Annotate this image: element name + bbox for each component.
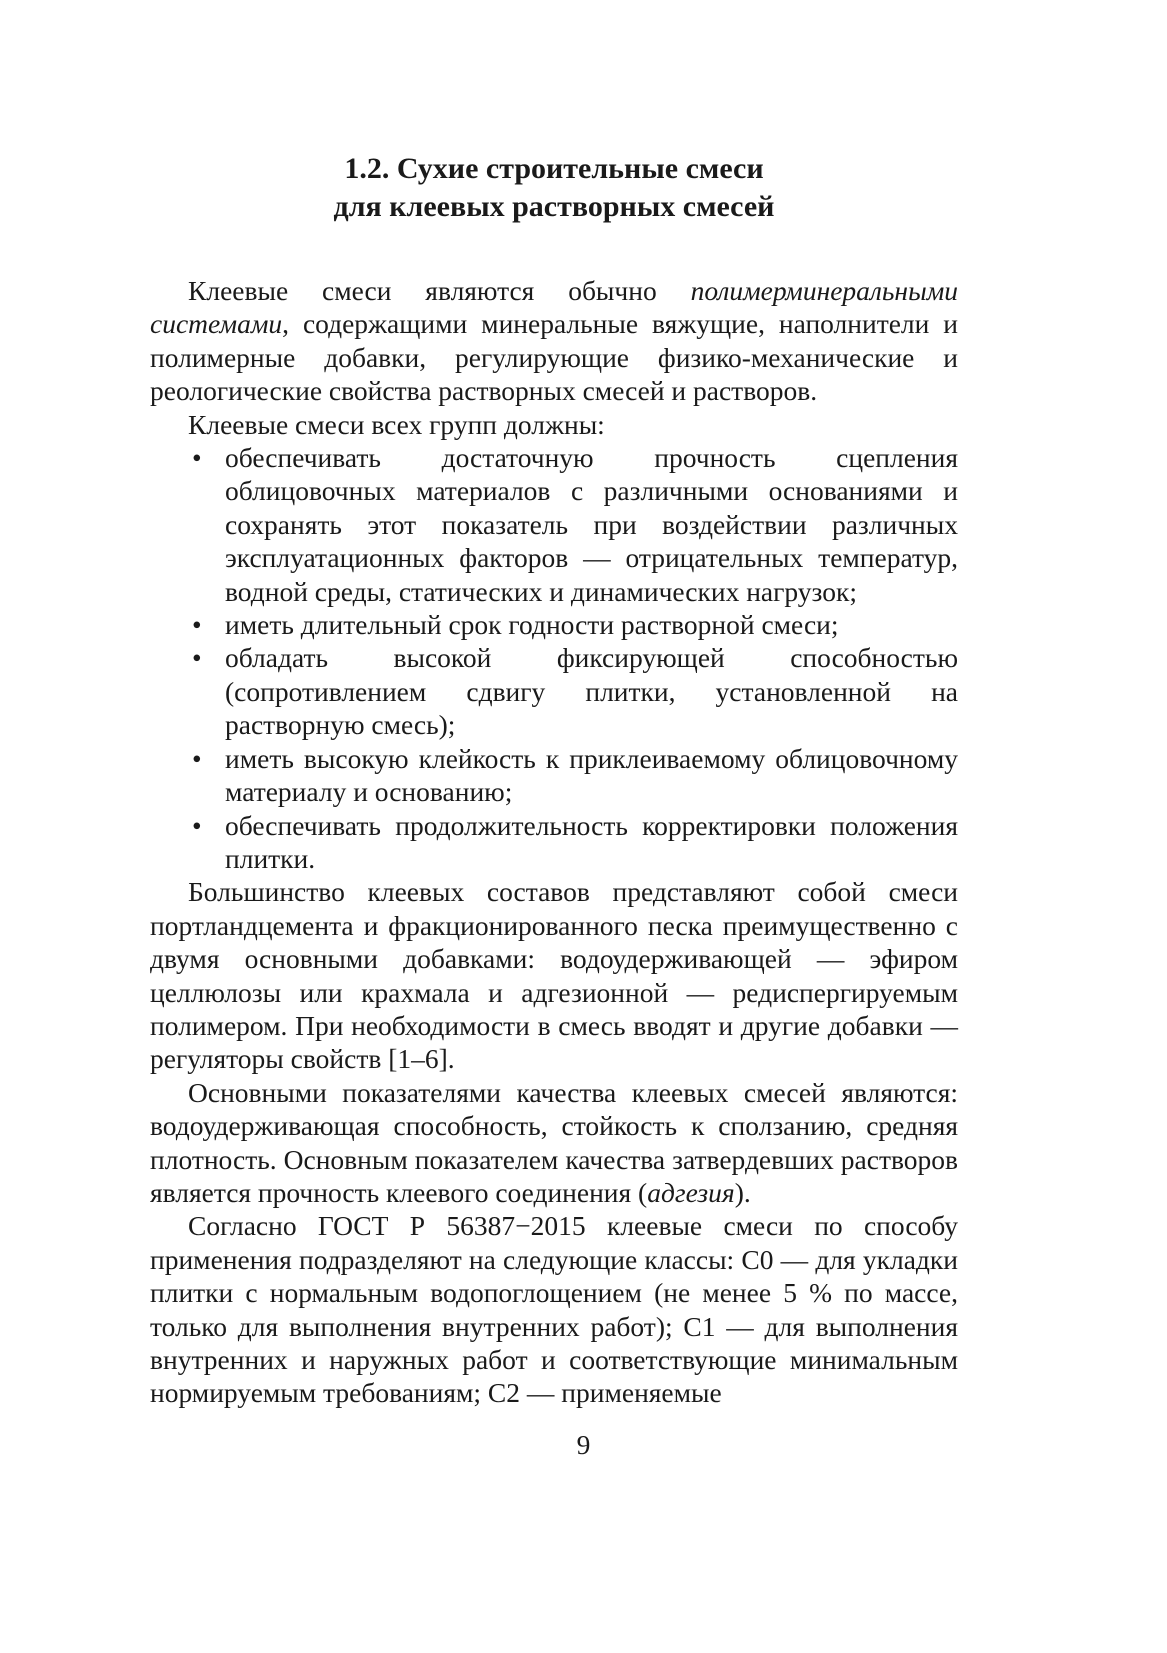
list-item	[150, 608, 958, 641]
list-item	[150, 441, 958, 608]
section-heading-line-2: для клеевых растворных смесей	[333, 190, 775, 223]
paragraph-requirements-lead: Клеевые смеси всех групп должны:	[188, 408, 605, 440]
section-heading-line-1: 1.2. Сухие строительные смеси	[344, 152, 764, 185]
paragraph-quality-text-end: ).	[734, 1176, 751, 1208]
page-body	[150, 150, 958, 1410]
bullet-icon: •	[192, 642, 202, 674]
list-item	[150, 809, 958, 876]
list-item-text: обеспечивать достаточную прочность сцепления облицовочных материалов с различными основаниями и сохранять этот показатель при воздействии различных эксплуатационных факторов — отрицательных температур, водной среды, статических и динамических нагрузок;	[225, 442, 958, 607]
list-item-text: иметь высокую клейкость к приклеиваемому облицовочному материалу и основанию;	[225, 742, 958, 808]
bullet-icon: •	[192, 442, 202, 474]
list-item-text: обеспечивать продолжительность корректировки положения плитки.	[225, 809, 958, 874]
paragraph-quality-indicators	[150, 1076, 958, 1210]
paragraph-intro-emphasis: полимерминеральными системами	[150, 275, 958, 340]
paragraph-intro-text-end: , содержащими минеральные вяжущие, наполнители и полимерные добавки, регулирующие физико-механические и реологические свойства растворных смесей и растворов.	[150, 308, 958, 407]
page-number: 9	[576, 1429, 591, 1460]
section-heading	[150, 150, 958, 226]
list-item-text: обладать высокой фиксирующей способностью (сопротивлением сдвигу плитки, установленной на растворную смесь);	[225, 642, 958, 741]
paragraph-quality-text-start: Основными показателями качества клеевых смесей являются: водоудерживающая способность, стойкость к сползанию, средняя плотность. Основным показателем качества затвердевших растворов является прочность клеевого соединения (	[150, 1076, 958, 1208]
paragraph-composition: Большинство клеевых составов представляют собой смеси портландцемента и фракционированного песка преимущественно с двумя основными добавками: водоудерживающей — эфиром целлюлозы или крахмала и адгезионной — редиспергируемым полимером. При необходимости в смесь вводят и другие добавки — регуляторы свойств [1–6].	[150, 876, 958, 1075]
paragraph-quality-emphasis: адгезия	[647, 1176, 735, 1208]
bullet-icon: •	[192, 809, 202, 841]
bullet-icon: •	[192, 609, 202, 641]
requirements-list	[150, 441, 958, 875]
paragraph-intro	[150, 274, 958, 408]
list-item-text: иметь длительный срок годности растворной смеси;	[225, 609, 839, 641]
list-item	[150, 742, 958, 809]
paragraph-intro-text-start: Клеевые смеси являются обычно	[188, 275, 691, 306]
paragraph-gost-classes: Согласно ГОСТ Р 56387−2015 клеевые смеси по способу применения подразделяют на следующие классы: С0 — для укладки плитки с нормальным водопоглощением (не менее 5 % по массе, только для выполнения внутренних работ); С1 — для выполнения внутренних и наружных работ и соответствующие минимальным нормируемым требованиям; С2 — применяемые	[150, 1210, 958, 1409]
list-item	[150, 641, 958, 741]
bullet-icon: •	[192, 742, 202, 774]
